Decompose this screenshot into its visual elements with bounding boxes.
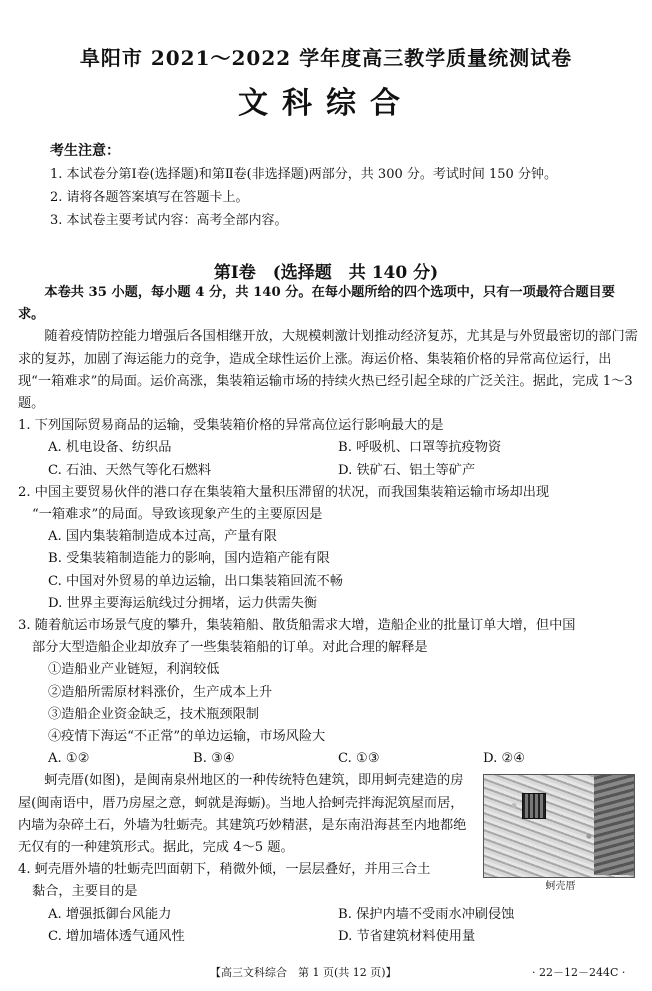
question-stem: 4. 蚵壳厝外墙的牡蛎壳凹面朝下，稍微外倾，一层层叠好，并用三合土 [18, 862, 431, 878]
option-d: D. 世界主要海运航线过分拥堵，运力供需失衡 [48, 595, 318, 611]
notice-item: 1. 本试卷分第Ⅰ卷(选择题)和第Ⅱ卷(非选择题)两部分，共 300 分。考试时间 150 分钟。 [50, 167, 557, 182]
option-b: B. ③④ [193, 751, 235, 767]
notice-item: 2. 请将各题答案填写在答题卡上。 [50, 190, 249, 205]
option-b: B. 保护内墙不受雨水冲刷侵蚀 [338, 906, 515, 922]
question-2 [18, 482, 638, 615]
option-a: A. 国内集装箱制造成本过高，产量有限 [48, 529, 277, 545]
question-stem-cont: 黏合，主要目的是 [32, 884, 138, 900]
option-d: D. ②④ [483, 751, 526, 767]
option-c: C. 石油、天然气等化石燃料 [48, 462, 212, 478]
statement-4: ④疫情下海运“不正常”的单边运输，市场风险大 [48, 729, 326, 745]
question-stem: 1. 下列国际贸易商品的运输，受集装箱价格的异常高位运行影响最大的是 [18, 418, 444, 434]
notice-heading: 考生注意： [50, 143, 120, 159]
option-c: C. 中国对外贸易的单边运输，出口集装箱回流不畅 [48, 573, 343, 589]
figure-caption: 蚵壳厝 [545, 881, 576, 893]
option-a: A. 增强抵御台风能力 [48, 906, 172, 922]
option-b: B. 呼吸机、口罩等抗疫物资 [338, 440, 502, 456]
question-stem: 2. 中国主要贸易伙伴的港口存在集装箱大量积压滞留的状况，而我国集装箱运输市场却出现 [18, 484, 550, 500]
figure-oyster-shell-house [483, 774, 638, 894]
paper-code: · 22－12－244C · [532, 966, 626, 979]
notice-item: 3. 本试卷主要考试内容：高考全部内容。 [50, 213, 288, 228]
option-a: A. ①② [48, 751, 90, 767]
option-d: D. 铁矿石、铝土等矿产 [338, 462, 476, 478]
passage-oyster-house: 蚵壳厝(如图)，是闽南泉州地区的一种传统特色建筑，即用蚵壳建造的房屋(闽南语中，厝乃房屋之意，蚵就是海蛎)。当地人拾蚵壳拌海泥筑屋而居，内墙为杂碎土石，外墙为牡蛎壳。其建筑巧妙精湛，是东南沿海甚至内地都绝无仅有的一种建筑形式。据此，完成 4～5 题。 [18, 773, 467, 856]
option-c: C. 增加墙体透气通风性 [48, 928, 185, 944]
option-a: A. 机电设备、纺织品 [48, 440, 172, 456]
subject-title: 文科综合 [238, 86, 414, 121]
section-title: 第Ⅰ卷 (选择题 共 140 分) [213, 263, 439, 283]
section-instruction: 本卷共 35 小题，每小题 4 分，共 140 分。在每小题所给的四个选项中，只有一项最符合题目要求。 [18, 285, 615, 323]
page-number: 【高三文科综合 第 1 页(共 12 页)】 [210, 966, 397, 979]
question-stem: 3. 随着航运市场景气度的攀升，集装箱船、散货船需求大增，造船企业的批量订单大增，但中国 [18, 618, 576, 634]
question-stem-cont: 部分大型造船企业却放弃了一些集装箱船的订单。对此合理的解释是 [32, 640, 428, 656]
oyster-shell-house-photo [483, 774, 635, 878]
passage-shipping: 随着疫情防控能力增强后各国相继开放，大规模刺激计划推动经济复苏，尤其是与外贸最密切的部门需求的复苏，加剧了海运能力的竞争，造成全球性运价上涨。海运价格、集装箱价格的异常高位运行，出现“一箱难求”的局面。运价高涨，集装箱运输市场的持续火热已经引起全球的广泛关注。据此，完成 1～3 题。 [18, 329, 638, 412]
statement-3: ③造船企业资金缺乏，技术瓶颈限制 [48, 706, 259, 722]
candidate-notice [50, 140, 640, 232]
question-1 [18, 415, 638, 482]
statement-2: ②造船所需原材料涨价，生产成本上升 [48, 684, 273, 700]
wall-texture [594, 775, 634, 875]
exam-body [18, 282, 638, 948]
question-stem-cont: “一箱难求”的局面。导致该现象产生的主要原因是 [32, 507, 323, 523]
exam-title: 阜阳市 2021～2022 学年度高三教学质量统测试卷 [79, 46, 573, 70]
option-c: C. ①③ [338, 751, 380, 767]
option-d: D. 节省建筑材料使用量 [338, 928, 476, 944]
question-3 [18, 615, 638, 770]
statement-1: ①造船业产业链短，利润较低 [48, 662, 220, 678]
window-icon [522, 793, 546, 819]
option-b: B. 受集装箱制造能力的影响，国内造箱产能有限 [48, 551, 330, 567]
